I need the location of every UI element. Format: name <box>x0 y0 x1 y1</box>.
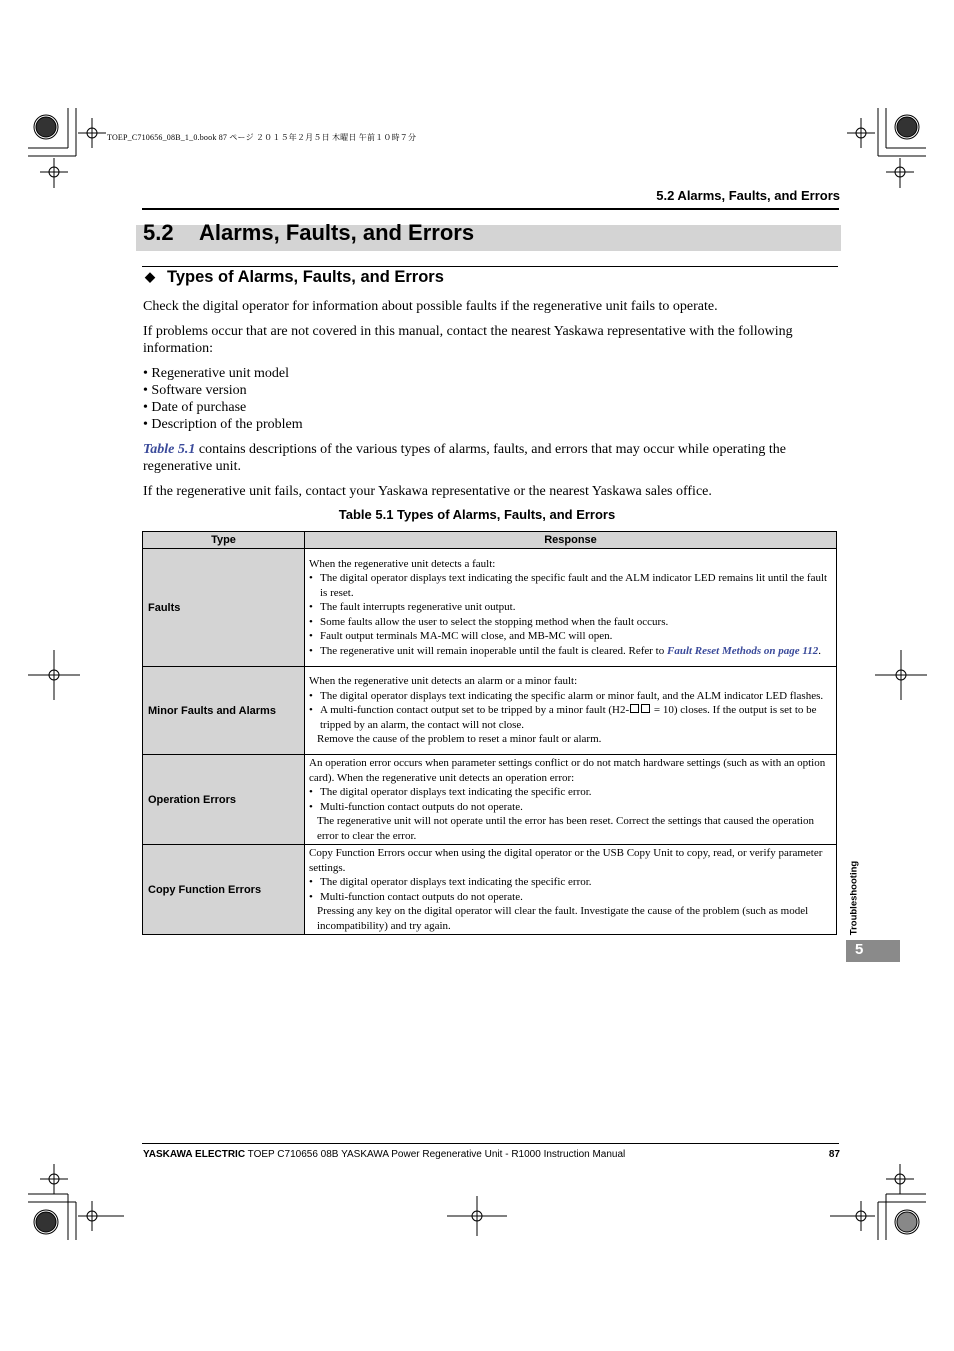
intro-paragraph-3 <box>143 441 833 475</box>
crop-mark-mid-left <box>28 650 80 700</box>
info-bullet-list <box>143 365 303 433</box>
response-item: • The fault interrupts regenerative unit output. <box>309 601 516 614</box>
table-row <box>143 667 837 755</box>
section-number: 5.2 <box>143 220 174 245</box>
response-item: • Multi-function contact outputs do not operate. <box>309 890 523 903</box>
response-lead: When the regenerative unit detects an alarm or a minor fault: <box>309 675 578 688</box>
response-lead: An operation error occurs when parameter settings conflict or do not match hardware settings (such as with an option card). When the regenerative unit detects an operation error: <box>309 757 826 784</box>
subsection-title: Types of Alarms, Faults, and Errors <box>167 268 444 286</box>
header-rule <box>142 208 839 210</box>
placeholder-box-icon <box>630 704 639 713</box>
row-type-faults: Faults <box>143 549 305 667</box>
table-reference-link[interactable]: Table 5.1 <box>143 442 196 457</box>
response-item: • The digital operator displays text indicating the specific error. <box>309 876 592 888</box>
fault-reset-link[interactable]: Fault Reset Methods on page 112 <box>666 644 819 657</box>
crop-mark-bottom-center <box>447 1196 507 1236</box>
response-item: • Multi-function contact outputs do not operate. <box>309 800 523 813</box>
page-number: 87 <box>828 1149 840 1160</box>
book-info: TOEP_C710656_08B_1_0.book 87 ページ ２０１５年２月５日 木曜日 午前１０時７分 <box>107 133 417 142</box>
intro-paragraph-4: If the regenerative unit fails, contact your Yaskawa representative or the nearest Yaskawa sales office. <box>143 484 712 499</box>
response-note: Remove the cause of the problem to reset a minor fault or alarm. <box>317 733 602 746</box>
list-item: • Software version <box>143 383 247 398</box>
footer-doc-info <box>143 1149 625 1160</box>
response-lead: Copy Function Errors occur when using the digital operator or the USB Copy Unit to copy, read, or verify parameter settings. <box>309 847 823 874</box>
crop-mark-top-right <box>847 108 926 188</box>
list-item: • Regenerative unit model <box>143 366 290 381</box>
row-response-minor-faults <box>305 667 837 755</box>
row-type-operation-errors: Operation Errors <box>143 755 305 845</box>
chapter-tab[interactable] <box>846 940 900 962</box>
footer-doc-title: TOEP C710656 08B YASKAWA Power Regenerative Unit - R1000 Instruction Manual <box>245 1149 626 1160</box>
crop-mark-mid-right <box>875 650 927 700</box>
diamond-icon: ◆ <box>145 269 155 284</box>
response-item: • Fault output terminals MA-MC will close, and MB-MC will open. <box>309 630 613 643</box>
list-item: • Date of purchase <box>143 400 247 415</box>
intro-paragraph-2: If problems occur that are not covered in this manual, contact the nearest Yaskawa representative with the following information: <box>143 324 793 356</box>
column-header-type: Type <box>143 532 305 549</box>
table-row <box>143 845 837 935</box>
table-caption: Table 5.1 Types of Alarms, Faults, and Errors <box>338 507 616 522</box>
section-title <box>143 220 474 246</box>
response-item: • A multi-function contact output set to be tripped by a minor fault (H2- = 10) closes. If the output is set to be tripped by an alarm, the contact will not close. <box>309 704 817 731</box>
response-note: The regenerative unit will not operate until the error has been reset. Correct the settings that caused the operation error to clear the error. <box>317 815 814 842</box>
footer-rule <box>142 1143 839 1144</box>
response-item: • The digital operator displays text indicating the specific fault and the ALM indicator LED remains lit until the fault is reset. <box>309 572 828 599</box>
response-item: • The digital operator displays text indicating the specific error. <box>309 786 592 798</box>
subsection-rule <box>142 266 838 267</box>
row-response-operation-errors <box>305 755 837 845</box>
table-row <box>143 755 837 845</box>
side-tab-label: Troubleshooting <box>848 860 860 936</box>
row-response-copy-function-errors <box>305 845 837 935</box>
placeholder-box-icon <box>641 704 650 713</box>
intro-paragraph-1: Check the digital operator for information about possible faults if the regenerative unit fails to operate. <box>143 299 718 314</box>
alarms-table <box>142 531 837 935</box>
section-title-text: Alarms, Faults, and Errors <box>199 220 475 245</box>
running-header: 5.2 Alarms, Faults, and Errors <box>656 188 840 203</box>
list-item: • Description of the problem <box>143 417 303 432</box>
intro-paragraph-3-text: contains descriptions of the various types of alarms, faults, and errors that may occur while operating the regenerative unit. <box>143 442 786 474</box>
response-item: • The regenerative unit will remain inoperable until the fault is cleared. Refer to Fault Reset Methods on page 112. <box>309 644 822 657</box>
response-item: • Some faults allow the user to select the stopping method when the fault occurs. <box>309 615 669 628</box>
response-lead: When the regenerative unit detects a fault: <box>309 557 496 570</box>
column-header-response: Response <box>305 532 837 549</box>
subsection-heading <box>145 268 444 287</box>
row-type-minor-faults: Minor Faults and Alarms <box>143 667 305 755</box>
footer-brand: YASKAWA ELECTRIC <box>143 1149 246 1160</box>
response-note: Pressing any key on the digital operator will clear the fault. Investigate the cause of the problem (such as model incompatibility) and try again. <box>317 905 809 932</box>
chapter-number: 5 <box>855 941 864 958</box>
table-header-row <box>143 532 837 549</box>
crop-mark-bottom-right <box>830 1164 926 1240</box>
crop-mark-bottom-left <box>28 1164 124 1240</box>
row-response-faults <box>305 549 837 667</box>
table-row <box>143 549 837 667</box>
response-item: • The digital operator displays text indicating the specific alarm or minor fault, and the ALM indicator LED flashes. <box>309 689 824 702</box>
row-type-copy-function-errors: Copy Function Errors <box>143 845 305 935</box>
crop-mark-top-left <box>28 108 106 188</box>
